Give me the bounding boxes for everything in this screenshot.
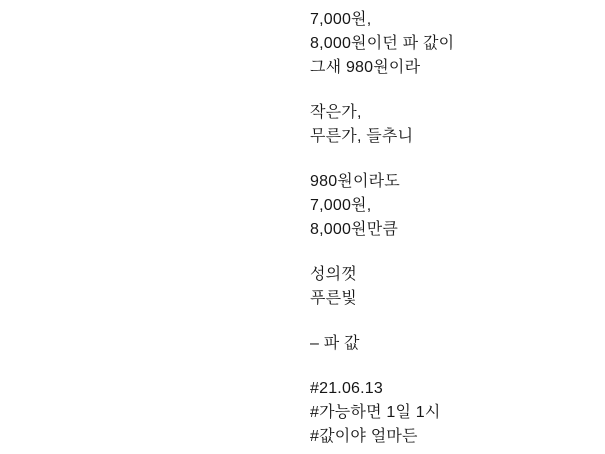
poem-line: 그새 980원이라 [310, 59, 421, 76]
poem-attribution: – 파 값 [310, 335, 360, 352]
hashtag-line: #21.06.13 [310, 380, 383, 397]
poem-line: 무른가, 들추니 [310, 128, 414, 145]
poem-line: 7,000원, [310, 11, 372, 28]
poem-line: 7,000원, [310, 197, 372, 214]
poem-stanza-verse [310, 263, 454, 311]
poem-line: 성의껏 [310, 266, 357, 283]
poem-line: 푸른빛 [310, 290, 357, 307]
hashtag-line: #가능하면 1일 1시 [310, 404, 441, 421]
poem-line: 8,000원만큼 [310, 221, 399, 238]
poem-line: 8,000원이던 파 값이 [310, 35, 455, 52]
poem-stanza-verse [310, 101, 454, 149]
poem-line: 980원이라도 [310, 173, 400, 190]
poem-body [310, 8, 454, 449]
poem-stanza-verse [310, 170, 454, 242]
poem-stanza-verse [310, 8, 454, 80]
hashtag-line: #값이야 얼마든 [310, 428, 418, 445]
poem-stanza-attribution [310, 332, 454, 356]
poem-stanza-hashtags [310, 377, 454, 449]
poem-line: 작은가, [310, 104, 362, 121]
